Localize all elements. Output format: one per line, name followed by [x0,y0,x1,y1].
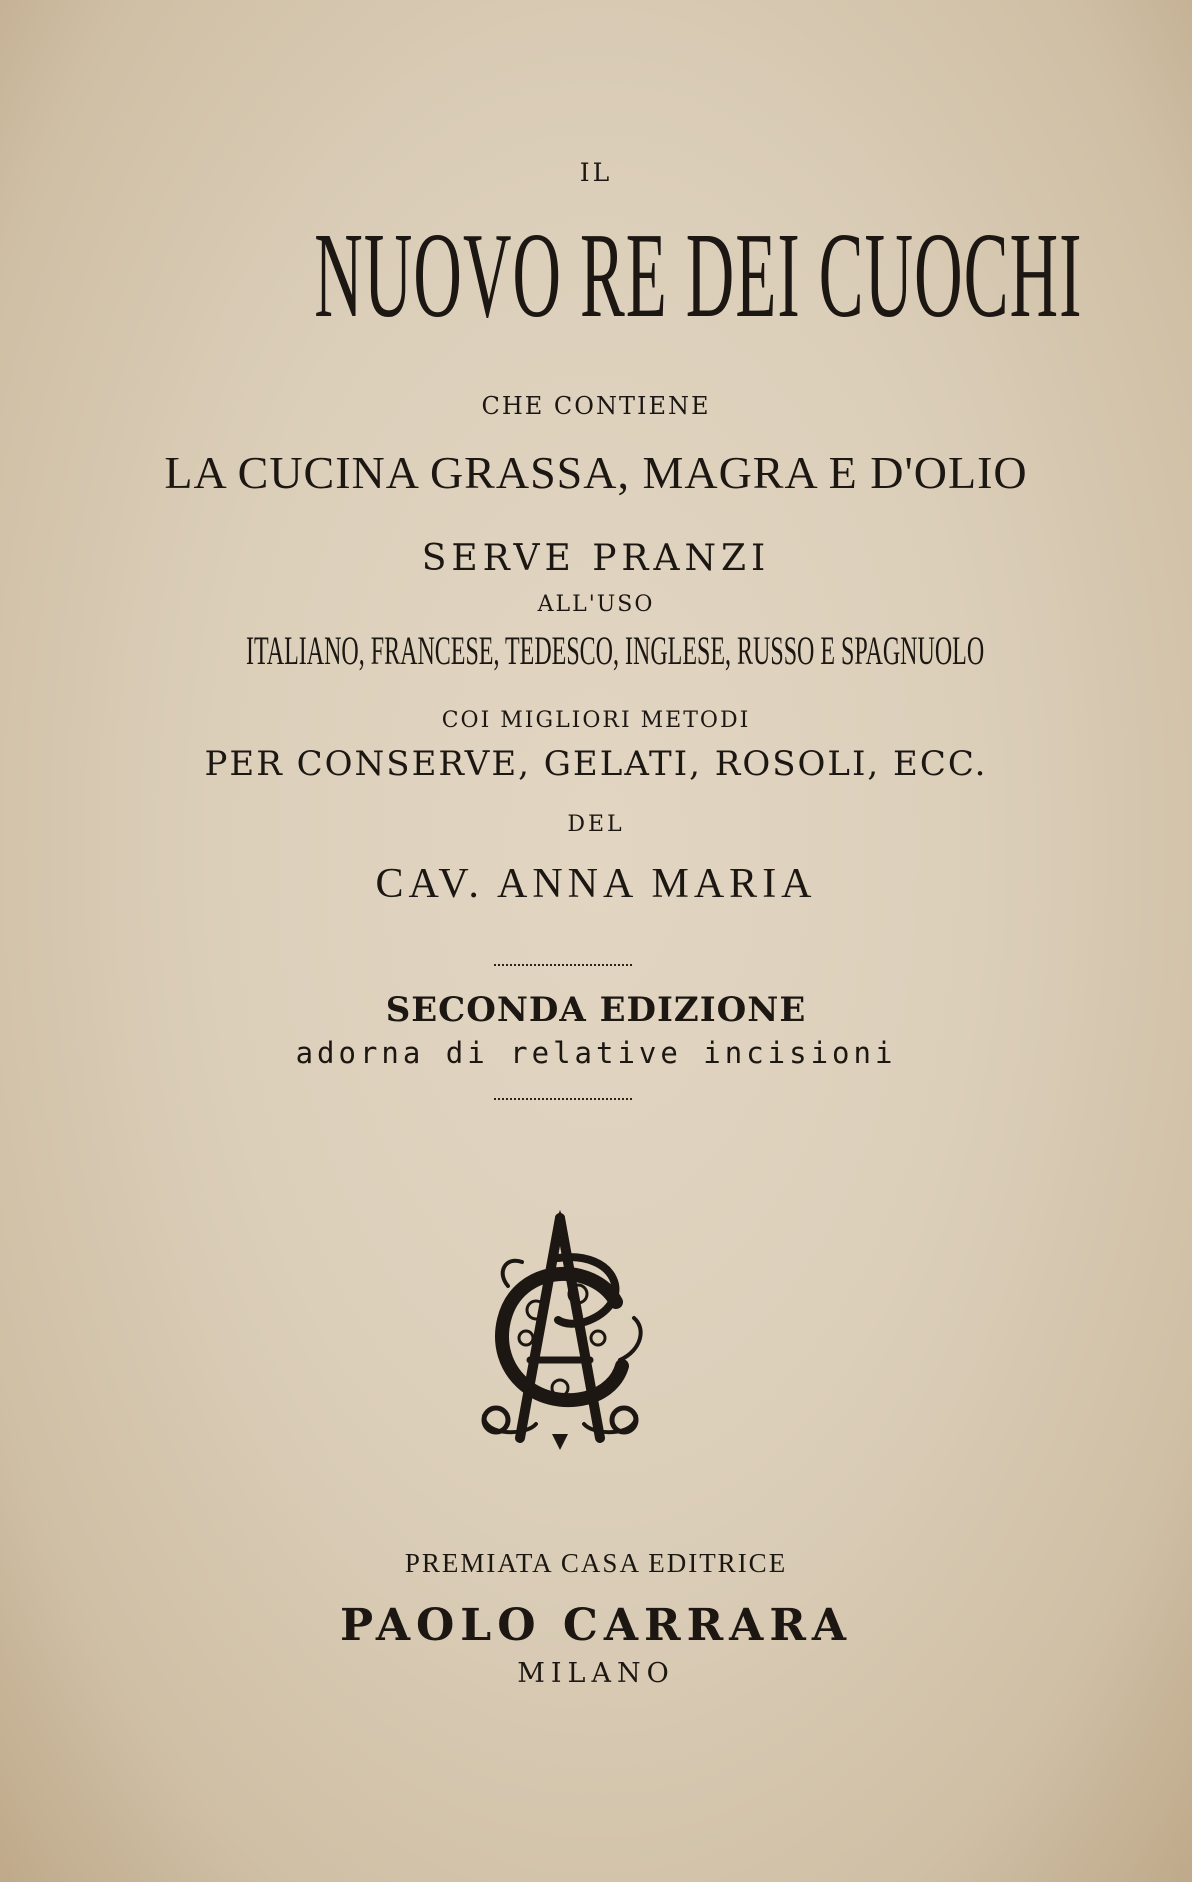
publisher-monogram-icon [466,1210,652,1450]
subtitle-alluso: ALL'USO [537,592,655,617]
edition-note: adorna di relative incisioni [295,1036,897,1070]
subtitle-che-contiene: CHE CONTIENE [481,392,711,420]
subtitle-conserve: PER CONSERVE, GELATI, ROSOLI, ECC. [204,744,988,784]
subtitle-lingue [0,624,1192,678]
publisher-name: PAOLO CARRARA [339,1600,853,1651]
author-prefix: DEL [567,812,625,837]
author-name: CAV. ANNA MARIA [375,861,817,907]
subtitle-serve-pranzi: SERVE PRANZI [421,538,771,579]
subtitle-cucina: LA CUCINA GRASSA, MAGRA E D'OLIO [164,447,1028,498]
book-title-text: NUOVO RE DEI CUOCHI [314,208,1083,343]
subtitle-lingue-text: ITALIANO, FRANCESE, TEDESCO, INGLESE, RUSSO E SPAGNUOLO [246,628,985,673]
subtitle-coi-migliori: COI MIGLIORI METODI [441,708,751,733]
article-il: IL [579,158,613,187]
book-title [0,206,1192,346]
dotted-divider-bottom [494,1098,632,1100]
edition: SECONDA EDIZIONE [385,990,807,1030]
publisher-label: PREMIATA CASA EDITRICE [404,1548,788,1578]
dotted-divider-top [494,964,632,966]
publisher-city: MILANO [517,1658,675,1689]
